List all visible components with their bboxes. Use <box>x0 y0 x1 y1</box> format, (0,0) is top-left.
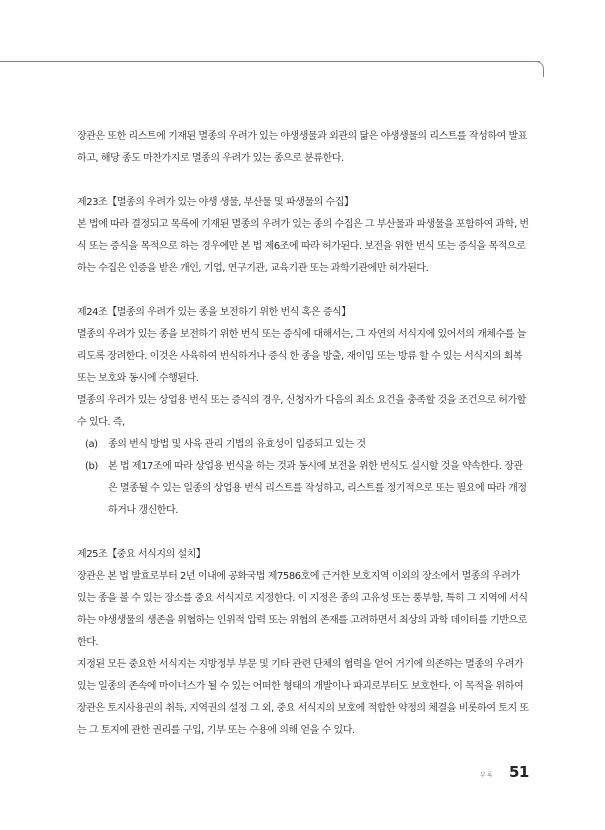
article-paragraph: 지정된 모든 중요한 서식지는 지방정부 부문 및 기타 관련 단체의 협력을 얻어 거기에 의존하는 멸종의 우려가 있는 일종의 존속에 마이너스가 될 수 있는 어떠한 형태의 개발이나 파괴로부터도 보호한다. 이 목적을 위하여 장관은 토지사용권의 취득, 지역권의 설정 그 외, 중요 서식지의 보호에 적합한 약정의 체결을 비롯하여 토지 또는 그 토지에 관한 권리를 구입, 기부 또는 수용에 의해 얻을 수 있다. <box>77 659 529 736</box>
list-item-label: (a) <box>85 439 98 450</box>
list-item <box>77 434 529 456</box>
article-24 <box>77 302 529 522</box>
spacer <box>77 280 529 302</box>
list-item <box>77 456 529 522</box>
spacer <box>77 522 529 544</box>
article-paragraph: 본 법에 따라 결정되고 목록에 기재된 멸종의 우려가 있는 종의 수집은 그 부산물과 파생물을 포함하여 과학, 번식 또는 증식을 목적으로 하는 경우에만 본 법 제6조에 따라 허가된다. 보전을 위한 번식 또는 증식을 목적으로 하는 수집은 인증을 받은 개인, 기업, 연구기관, 교육기관 또는 과학기관에만 허가된다. <box>77 219 529 274</box>
article-title: 제25조【중요 서식지의 설치】 <box>77 549 206 560</box>
article-paragraph: 멸종의 우려가 있는 종을 보전하기 위한 번식 또는 증식에 대해서는, 그 자연의 서식지에 있어서의 개체수를 늘리도록 장려한다. 이것은 사육하여 번식하거나 증식 한 종을 방출, 재이입 또는 방류 할 수 있는 서식지의 회복 또는 보호와 동시에 수행된다. <box>77 329 526 384</box>
list-item-text: 종의 번식 방법 및 사육 관리 기법의 유효성이 입증되고 있는 것 <box>108 439 366 450</box>
page-number: 51 <box>509 763 529 781</box>
header-rule <box>0 61 540 62</box>
article-title: 제24조【멸종의 우려가 있는 종을 보전하기 위한 번식 혹은 증식】 <box>77 307 351 318</box>
spacer <box>77 170 529 192</box>
article-25 <box>77 544 529 742</box>
document-body <box>77 126 529 742</box>
intro-paragraph: 장관은 또한 리스트에 기재된 멸종의 우려가 있는 야생생물과 외관의 닮은 야생생물의 리스트를 작성하여 발표하고, 해당 종도 마찬가지로 멸종의 우려가 있는 종으로 분류한다. <box>77 131 527 164</box>
list-item-label: (b) <box>85 461 98 472</box>
article-23 <box>77 192 529 280</box>
article-title: 제23조【멸종의 우려가 있는 야생 생물, 부산물 및 파생물의 수집】 <box>77 197 354 208</box>
list-item-text: 본 법 제17조에 따라 상업용 번식을 하는 것과 동시에 보전을 위한 번식도 실시할 것을 약속한다. 장관은 멸종될 수 있는 일종의 상업용 번식 리스트를 작성하고, 리스트를 정기적으로 또는 필요에 따라 개정하거나 갱신한다. <box>108 461 527 516</box>
footer-section-label: 부록 <box>480 772 494 779</box>
article-paragraph: 장관은 본 법 발효로부터 2년 이내에 공화국법 제7586호에 근거한 보호지역 이외의 장소에서 멸종의 우려가 있는 종을 볼 수 있는 장소를 중요 서식지로 지정한다. 이 지정은 종의 고유성 또는 풍부함, 특히 그 지역에 서식하는 야생생물의 생존을 위협하는 인위적 압력 또는 위협의 존재를 고려하면서 최상의 과학 데이터를 기반으로 한다. <box>77 571 528 648</box>
header-corner-decoration <box>522 61 544 77</box>
article-paragraph: 멸종의 우려가 있는 상업용 번식 또는 증식의 경우, 신청자가 다음의 최소 요건을 충족할 것을 조건으로 허가할 수 있다. 즉, <box>77 395 526 428</box>
